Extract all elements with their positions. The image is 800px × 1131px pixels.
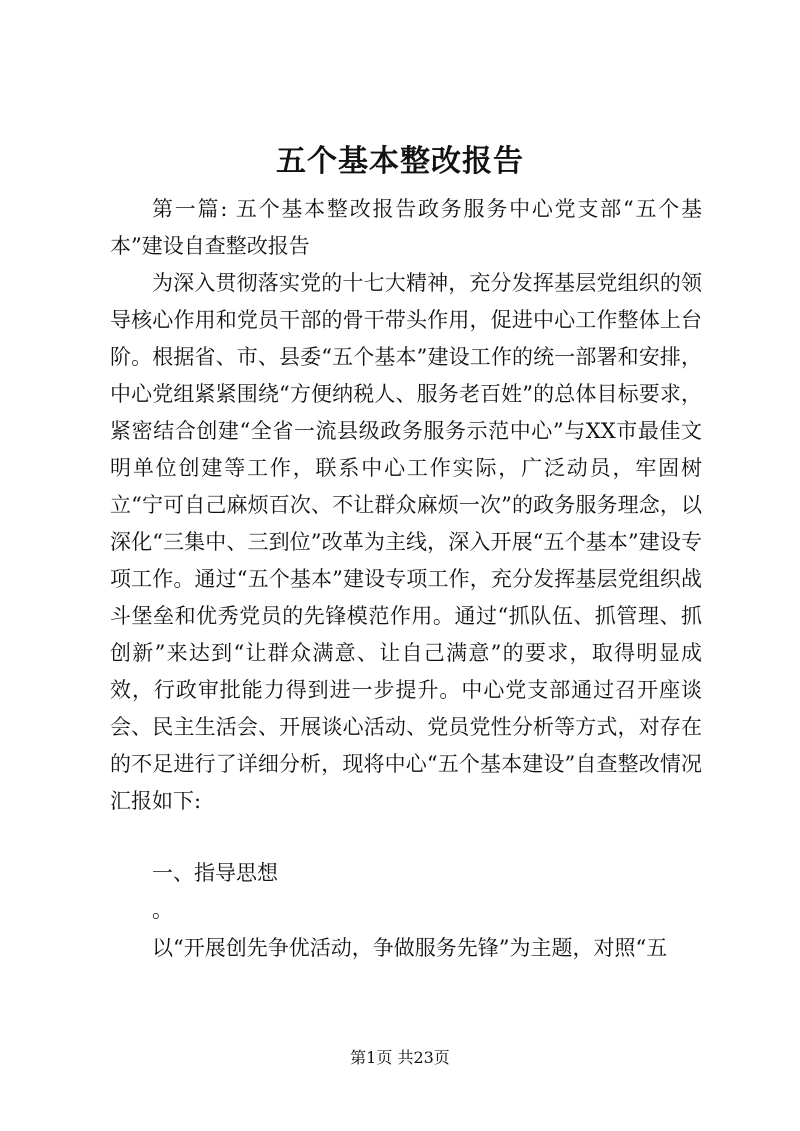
paragraph-theme: 以“开展创先争优活动，争做服务先锋”为主题，对照“五 bbox=[152, 936, 668, 960]
paragraph-heading: 第一篇: 五个基本整改报告政务服务中心党支部“五个基本”建设自查整改报告 bbox=[110, 197, 702, 258]
paragraph-period: 。 bbox=[152, 898, 173, 922]
document-title: 五个基本整改报告 bbox=[276, 144, 524, 179]
page-footer: 第1页 共23页 bbox=[350, 1048, 450, 1067]
section-heading: 一、指导思想 bbox=[152, 861, 278, 885]
paragraph-intro: 为深入贯彻落实党的十七大精神，充分发挥基层党组织的领导核心作用和党员干部的骨干带头作用，促进中心工作整体上台阶。根据省、市、县委“五个基本”建设工作的统一部署和安排，中心党组紧紧围绕“方便纳税人、服务老百姓”的总体目标要求，紧密结合创建“全省一流县级政务服务示范中心”与XX市最佳文明单位创建等工作，联系中心工作实际，广泛动员，牢固树立“宁可自己麻烦百次、不让群众麻烦一次”的政务服务理念，以深化“三集中、三到位”改革为主线，深入开展“五个基本”建设专项工作。通过“五个基本”建设专项工作，充分发挥基层党组织战斗堡垒和优秀党员的先锋模范作用。通过“抓队伍、抓管理、抓创新”来达到“让群众满意、让自己满意”的要求，取得明显成效，行政审批能力得到进一步提升。中心党支部通过召开座谈会、民主生活会、开展谈心活动、党员党性分析等方式，对存在的不足进行了详细分析，现将中心“五个基本建设”自查整改情况汇报如下: bbox=[110, 271, 702, 813]
